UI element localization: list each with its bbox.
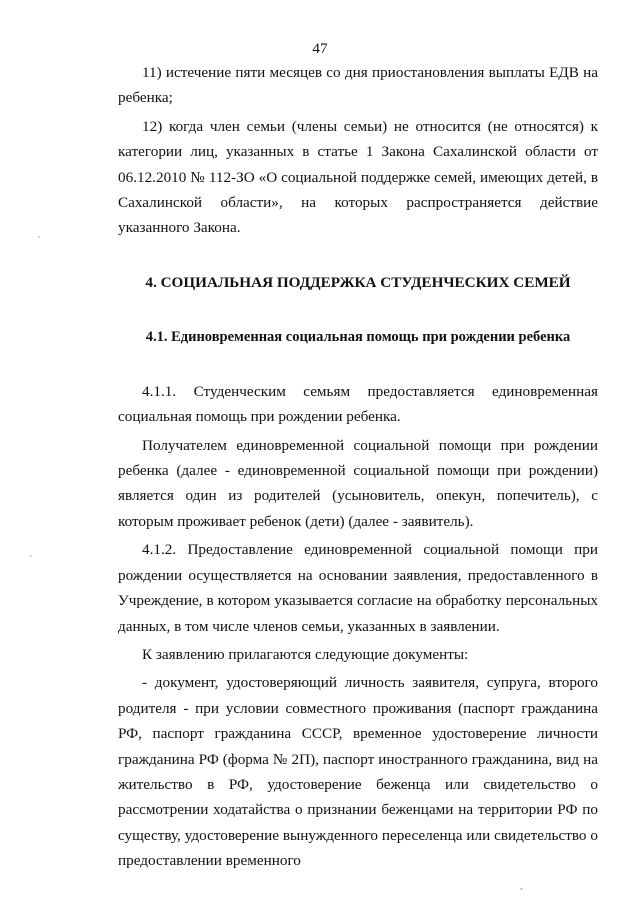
page-number: 47 [312, 40, 328, 57]
scan-speck [520, 888, 523, 890]
section-heading: 4. СОЦИАЛЬНАЯ ПОДДЕРЖКА СТУДЕНЧЕСКИХ СЕМЕЙ [145, 273, 571, 291]
paragraph-item-12: 12) когда член семьи (члены семьи) не относится (не относятся) к категории лиц, указанных в статье 1 Закона Сахалинской области от 06.12.2010 № 112-ЗО «О социальной поддержке семей, имеющих детей, в Сахалинской области», на которых распространяется действие указанного Закона. [118, 117, 598, 237]
paragraph-identity-document: - документ, удостоверяющий личность заявителя, супруга, второго родителя - при условии совместного проживания (паспорт гражданина РФ, паспорт гражданина СССР, временное удостоверение личности гражданина РФ (форма № 2П), паспорт иностранного гражданина, вид на жительство в РФ, удостоверение беженца или свидетельство о рассмотрении ходатайства о признании беженцами на территории РФ по существу, удостоверение вынужденного переселенца или свидетельство о предоставлении временного [118, 674, 598, 870]
paragraph-item-11: 11) истечение пяти месяцев со дня приостановления выплаты ЕДВ на ребенка; [118, 64, 598, 107]
document-body [118, 60, 598, 874]
subsection-heading: 4.1. Единовременная социальная помощь при рождении ребенка [145, 328, 571, 345]
paragraph-documents-intro: К заявлению прилагаются следующие документы: [142, 645, 469, 663]
scan-speck [38, 236, 40, 238]
scan-speck [30, 555, 32, 557]
paragraph-4-1-2: 4.1.2. Предоставление единовременной социальной помощи при рождении осуществляется на основании заявления, предоставленного в Учреждение, в котором указывается согласие на обработку персональных данных, в том числе членов семьи, указанных в заявлении. [118, 541, 598, 635]
paragraph-recipient: Получателем единовременной социальной помощи при рождении ребенка (далее - единовременной социальной помощи при рождении) является один из родителей (усыновитель, опекун, попечитель), с которым проживает ребенок (дети) (далее - заявитель). [118, 436, 598, 530]
paragraph-4-1-1: 4.1.1. Студенческим семьям предоставляется единовременная социальная помощь при рождении ребенка. [118, 382, 598, 426]
